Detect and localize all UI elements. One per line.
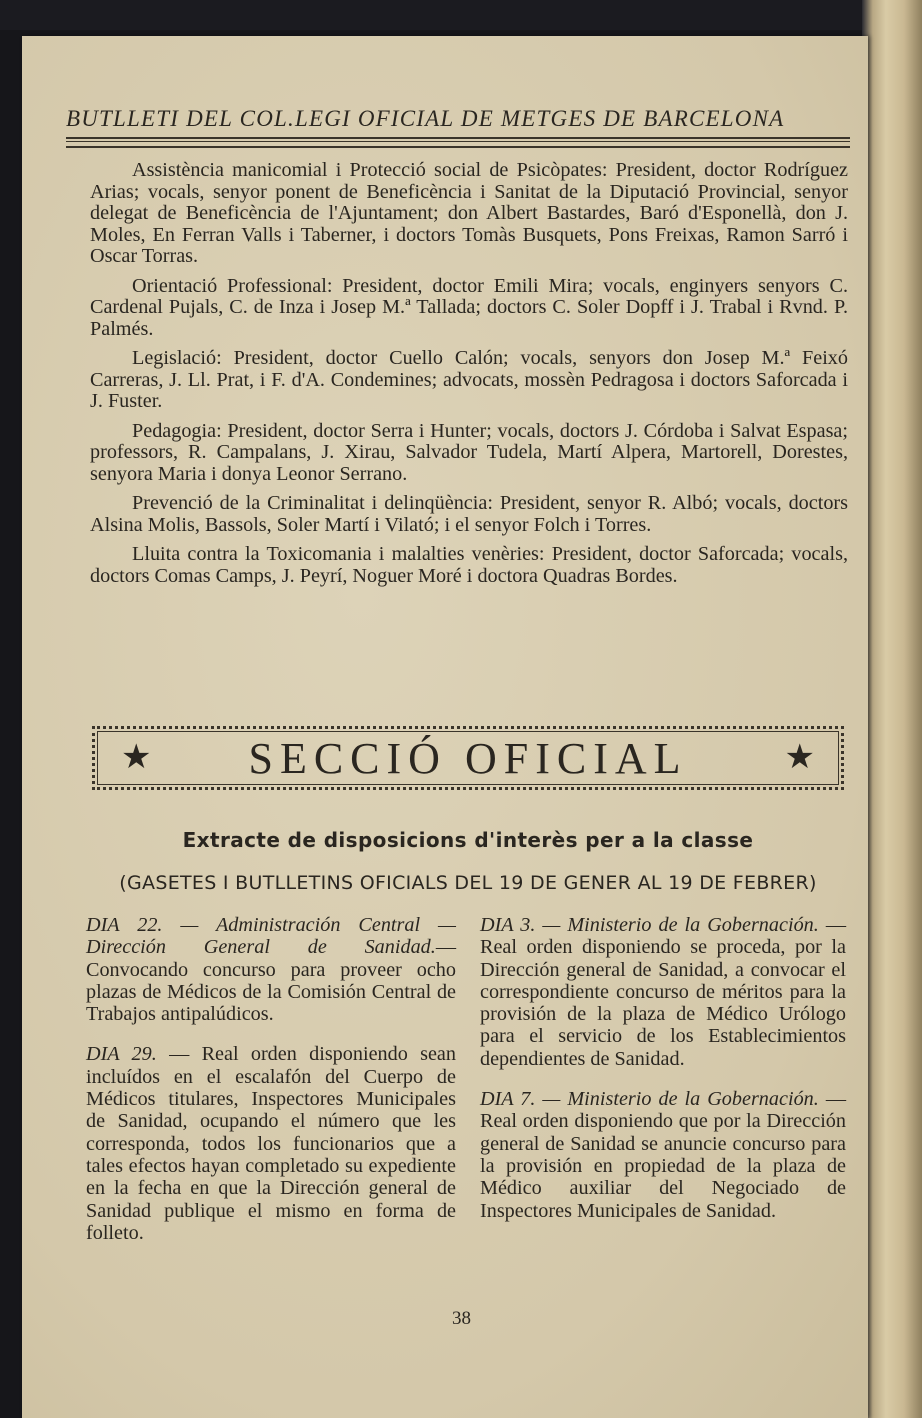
entry-heading: DIA 22. — Administración Central — Dirección General de Sanidad. <box>86 914 456 959</box>
star-icon: ★ <box>121 739 152 776</box>
entry <box>480 1088 846 1222</box>
star-icon: ★ <box>784 739 815 776</box>
entry-heading: DIA 7. — Ministerio de la Gobernación. <box>480 1088 819 1111</box>
paragraph: Assistència manicomial i Protecció social de Psicòpates: President, doctor Rodríguez Arias; vocals, senyor ponent de Beneficència i Sanitat de la Diputació Provincial, senyor delegat de Beneficència de l'Ajuntament; don Albert Bastardes, Baró d'Esponellà, don J. Moles, En Ferran Valls i Taberner, i doctors Tomàs Busquets, Pons Freixas, Ramon Sarró i Oscar Torras. <box>90 159 848 267</box>
header-rule <box>66 141 850 142</box>
paragraph: Prevenció de la Criminalitat i delinqüència: President, senyor R. Albó; vocals, doctors Alsina Molis, Bassols, Soler Martí i Vilató; i el senyor Folch i Torres. <box>90 492 848 536</box>
page-number: 38 <box>452 1308 471 1329</box>
entry <box>86 914 456 1025</box>
header-rule <box>66 137 850 139</box>
entry-heading: DIA 29. <box>86 1043 157 1066</box>
entry <box>86 1043 456 1244</box>
paragraph: Orientació Professional: President, doctor Emili Mira; vocals, enginyers senyors C. Cardenal Pujals, C. de Inza i Josep M.ª Tallada; doctors C. Soler Dopff i J. Trabal i Rvnd. P. Palmés. <box>90 274 848 340</box>
entry-text: — Real orden disponiendo se proceda, por la Dirección general de Sanidad, a convocar el correspondiente concurso de méritos para la provisión de la plaza de Médico Urólogo para el servicio de los Establecimientos dependientes de Sanidad. <box>480 914 846 1070</box>
scan-top-edge <box>0 0 922 30</box>
entry <box>480 914 846 1070</box>
entry-heading: DIA 3. — Ministerio de la Gobernación. <box>480 914 819 936</box>
section-title: SECCIÓ OFICIAL <box>248 733 688 783</box>
section-banner <box>92 726 844 790</box>
section-subtitle: Extracte de disposicions d'interès per a la classe <box>182 828 754 852</box>
header-rule <box>66 146 850 148</box>
paragraph: Legislació: President, doctor Cuello Calón; vocals, senyors don Josep M.ª Feixó Carreras, J. Ll. Prat, i F. d'A. Condemines; advocats, mossèn Pedragosa i doctors Saforcada i J. Fuster. <box>90 347 848 412</box>
left-column <box>86 914 456 1262</box>
next-page-edge <box>862 0 922 1418</box>
date-range: (GASETES I BUTLLETINS OFICIALS DEL 19 DE GENER AL 19 DE FEBRER) <box>119 872 817 894</box>
paragraph: Pedagogia: President, doctor Serra i Hunter; vocals, doctors J. Córdoba i Salvat Espasa; professors, R. Campalans, J. Xirau, Salvador Tudela, Martí Alpera, Martorell, Dorestes, senyora Maria i donya Leonor Serrano. <box>90 419 848 485</box>
entry-text: —Convocando concurso para proveer ocho plazas de Médicos de la Comisión Central de Trabajos antipalúdicos. <box>86 936 456 1026</box>
right-column <box>480 914 846 1240</box>
running-header: BUTLLETI DEL COL.LEGI OFICIAL DE METGES DE BARCELONA <box>66 106 785 131</box>
committee-list <box>90 160 848 595</box>
entry-text: — Real orden disponiendo sean incluídos en el escalafón del Cuerpo de Médicos titulares, Inspectores Municipales de Sanidad, ocupando el número que les corresponda, todos los funcionarios que a tales efectos hayan completado su expediente en la fecha en que la Dirección general de Sanidad publique el mismo en forma de folleto. <box>86 1043 456 1244</box>
entry-text: — Real orden disponiendo que por la Dirección general de Sanidad se anuncie concurso para la provisión en propiedad de la plaza de Médico auxiliar del Negociado de Inspectores Municipales de Sanidad. <box>480 1088 846 1222</box>
paragraph: Lluita contra la Toxicomania i malalties venèries: President, doctor Saforcada; vocals, doctors Comas Camps, J. Peyrí, Noguer Moré i doctora Quadras Bordes. <box>90 543 848 587</box>
